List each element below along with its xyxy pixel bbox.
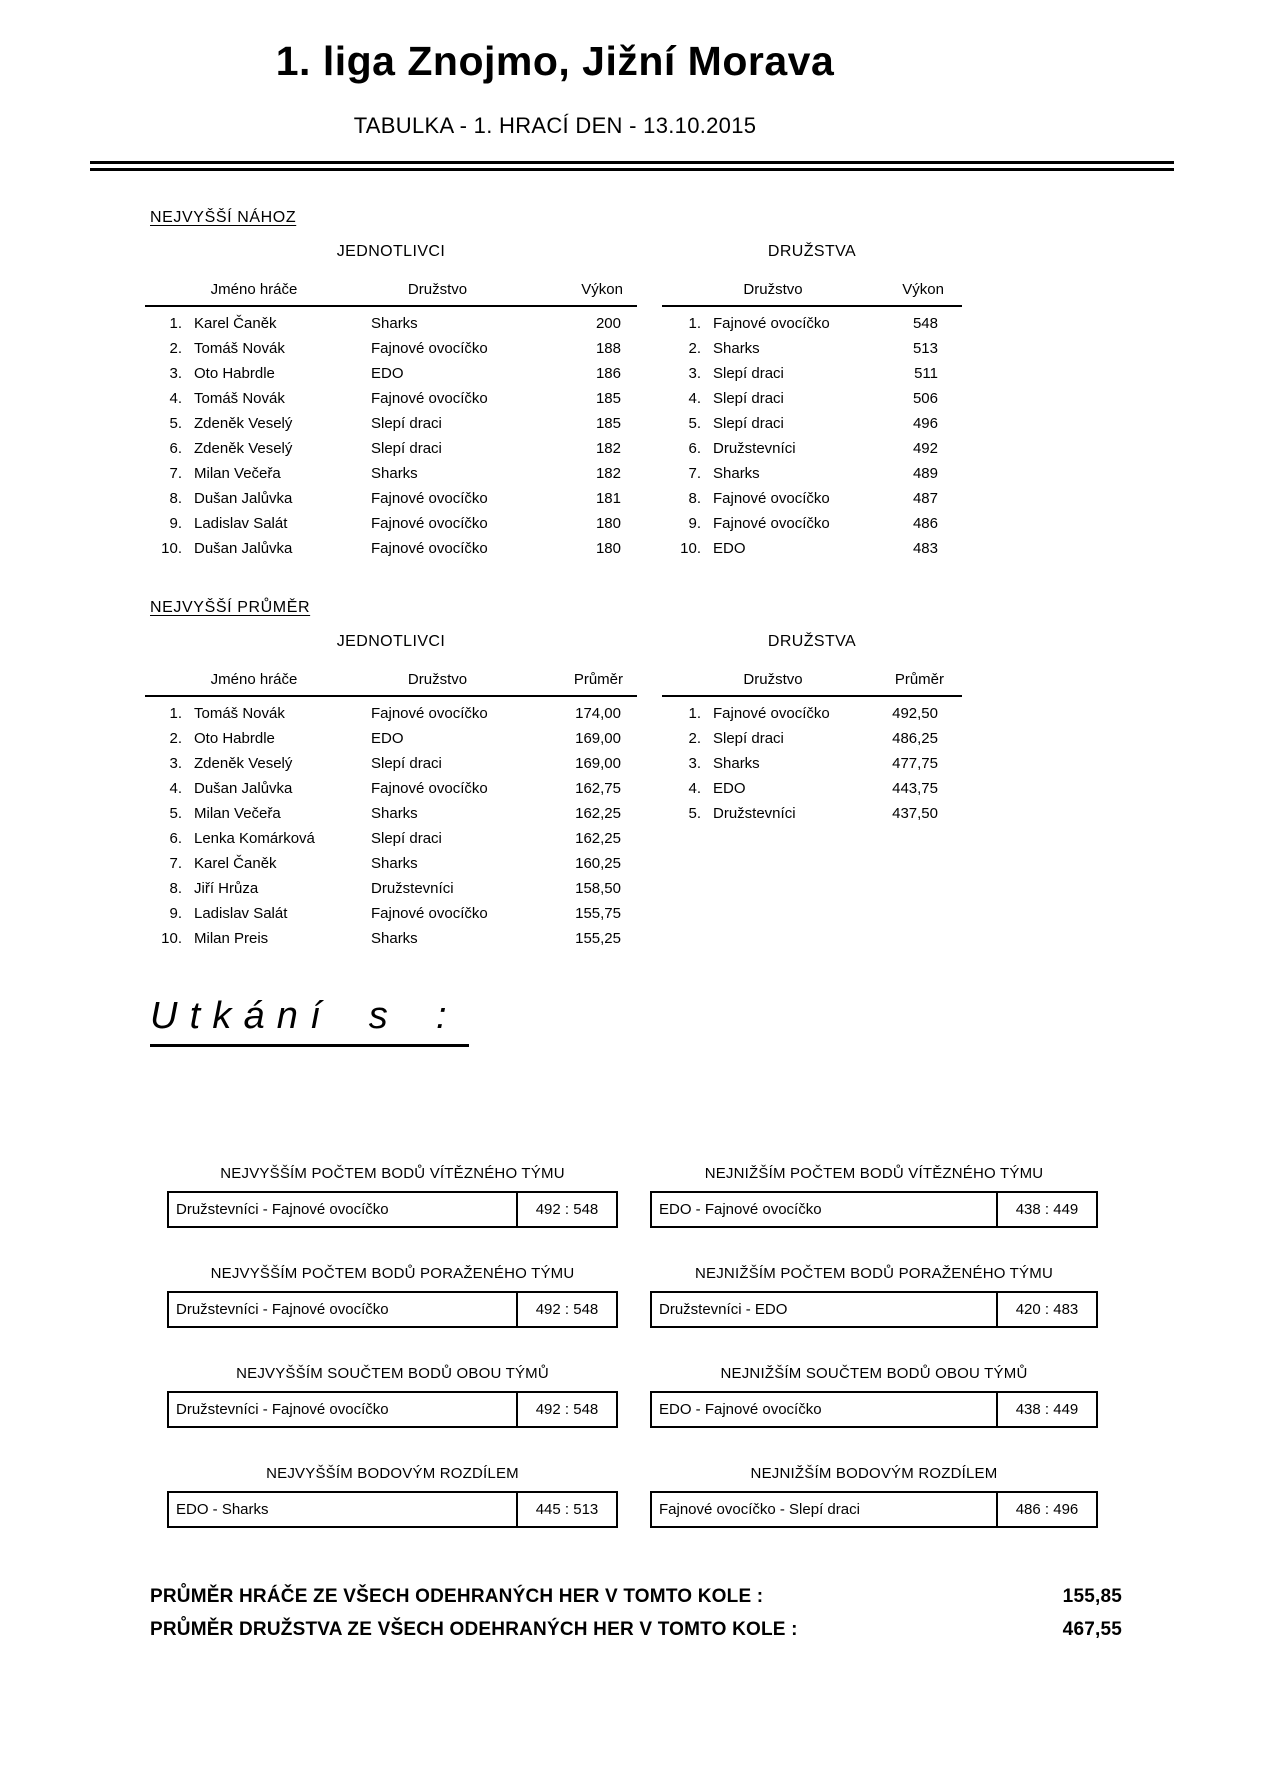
- team-name: Fajnové ovocíčko: [371, 540, 488, 557]
- row-rank: 3.: [688, 365, 701, 382]
- team-name: Sharks: [371, 855, 418, 872]
- match-teams: EDO - Fajnové ovocíčko: [659, 1201, 822, 1218]
- row-rank: 1.: [169, 705, 182, 722]
- player-name: Milan Večeřa: [194, 465, 281, 482]
- table-row: [145, 926, 637, 951]
- match-stat-title: NEJVYŠŠÍM POČTEM BODŮ VÍTĚZNÉHO TÝMU: [220, 1165, 565, 1182]
- match-stat-title: NEJNIŽŠÍM POČTEM BODŮ PORAŽENÉHO TÝMU: [695, 1265, 1053, 1282]
- player-name: Dušan Jalůvka: [194, 490, 293, 507]
- table-body: [145, 307, 637, 561]
- section-matches: [0, 995, 1264, 1528]
- row-value: 155,75: [575, 905, 621, 922]
- row-value: 437,50: [892, 805, 938, 822]
- row-value: 160,25: [575, 855, 621, 872]
- table-row: [145, 486, 637, 511]
- table-row: [662, 776, 962, 801]
- player-name: Jiří Hrůza: [194, 880, 259, 897]
- row-value: 185: [595, 415, 621, 432]
- team-name: Sharks: [371, 465, 418, 482]
- table-row: [662, 311, 962, 336]
- table-row: [145, 826, 637, 851]
- row-value: 487: [912, 490, 938, 507]
- player-name: Milan Večeřa: [194, 805, 281, 822]
- row-value: 185: [595, 390, 621, 407]
- row-value: 492: [912, 440, 938, 457]
- match-stat-group: [167, 1265, 618, 1328]
- match-stat-group: [650, 1365, 1098, 1428]
- table-body: [145, 697, 637, 951]
- page-title: 1. liga Znojmo, Jižní Morava: [275, 38, 835, 84]
- summary-footer: [150, 1580, 1122, 1646]
- match-stat-box: [650, 1191, 1098, 1228]
- column-header-player: Jméno hráče: [210, 281, 298, 298]
- row-rank: 9.: [169, 905, 182, 922]
- team-name: EDO: [371, 730, 404, 747]
- column-header-team: Družstvo: [743, 281, 803, 298]
- player-name: Tomáš Novák: [194, 390, 285, 407]
- row-value: 496: [912, 415, 938, 432]
- row-rank: 3.: [169, 365, 182, 382]
- table-row: [145, 411, 637, 436]
- summary-label: PRŮMĚR HRÁČE ZE VŠECH ODEHRANÝCH HER V TOMTO KOLE :: [150, 1586, 764, 1607]
- row-value: 158,50: [575, 880, 621, 897]
- table-row: [145, 901, 637, 926]
- row-value: 186: [595, 365, 621, 382]
- row-rank: 6.: [169, 830, 182, 847]
- row-value: 200: [595, 315, 621, 332]
- match-teams: Družstevníci - EDO: [659, 1301, 788, 1318]
- table-body: [662, 697, 962, 826]
- summary-label: PRŮMĚR DRUŽSTVA ZE VŠECH ODEHRANÝCH HER V TOMTO KOLE :: [150, 1619, 798, 1640]
- row-rank: 8.: [688, 490, 701, 507]
- match-stat-box: [167, 1491, 618, 1528]
- row-value: 162,25: [575, 830, 621, 847]
- row-value: 486,25: [892, 730, 938, 747]
- match-stat-title: NEJVYŠŠÍM BODOVÝM ROZDÍLEM: [266, 1465, 519, 1482]
- match-stat-box: [167, 1291, 618, 1328]
- team-name: Družstevníci: [371, 880, 454, 897]
- row-value: 180: [595, 515, 621, 532]
- row-rank: 8.: [169, 880, 182, 897]
- match-score: 438 : 449: [996, 1193, 1096, 1226]
- row-value: 162,75: [575, 780, 621, 797]
- match-stat-group: [167, 1465, 618, 1528]
- prumer-tables: [145, 633, 1264, 951]
- table-row: [145, 701, 637, 726]
- column-header-value: Výkon: [581, 281, 623, 298]
- match-stat-title: NEJNIŽŠÍM BODOVÝM ROZDÍLEM: [750, 1465, 998, 1482]
- section-heading-prumer: NEJVYŠŠÍ PRŮMĚR: [150, 599, 311, 616]
- player-name: Tomáš Novák: [194, 705, 285, 722]
- summary-value: 467,55: [1062, 1619, 1122, 1640]
- player-name: Dušan Jalůvka: [194, 540, 293, 557]
- prumer-teams-table: [662, 633, 962, 826]
- row-rank: 7.: [169, 855, 182, 872]
- row-rank: 1.: [169, 315, 182, 332]
- row-rank: 9.: [688, 515, 701, 532]
- row-rank: 5.: [688, 805, 701, 822]
- team-name: Sharks: [713, 340, 760, 357]
- team-name: Slepí draci: [713, 730, 784, 747]
- nahoz-teams-table: [662, 243, 962, 561]
- document-header: [0, 38, 1110, 139]
- table-row: [662, 411, 962, 436]
- table-header: [145, 281, 637, 307]
- row-rank: 3.: [688, 755, 701, 772]
- match-stat-title: NEJVYŠŠÍM POČTEM BODŮ PORAŽENÉHO TÝMU: [210, 1265, 575, 1282]
- row-rank: 2.: [688, 340, 701, 357]
- section-highest-score: [0, 209, 1264, 561]
- table-title-individuals: JEDNOTLIVCI: [336, 243, 446, 260]
- row-value: 513: [912, 340, 938, 357]
- table-row: [145, 536, 637, 561]
- match-teams: Družstevníci - Fajnové ovocíčko: [176, 1301, 389, 1318]
- row-value: 155,25: [575, 930, 621, 947]
- table-row: [662, 461, 962, 486]
- table-row: [145, 751, 637, 776]
- row-rank: 7.: [169, 465, 182, 482]
- team-name: Fajnové ovocíčko: [713, 490, 830, 507]
- team-name: EDO: [713, 540, 746, 557]
- row-value: 506: [912, 390, 938, 407]
- team-name: Sharks: [713, 755, 760, 772]
- column-header-value: Výkon: [902, 281, 944, 298]
- match-score: 492 : 548: [516, 1393, 616, 1426]
- row-rank: 2.: [688, 730, 701, 747]
- match-score: 445 : 513: [516, 1493, 616, 1526]
- table-row: [662, 726, 962, 751]
- table-row: [662, 486, 962, 511]
- summary-value: 155,85: [1062, 1586, 1122, 1607]
- table-row: [145, 461, 637, 486]
- team-name: EDO: [713, 780, 746, 797]
- player-name: Karel Čaněk: [194, 315, 277, 332]
- player-name: Tomáš Novák: [194, 340, 285, 357]
- team-name: Slepí draci: [371, 415, 442, 432]
- team-name: Slepí draci: [371, 830, 442, 847]
- summary-line: [150, 1613, 1122, 1646]
- row-value: 477,75: [892, 755, 938, 772]
- table-row: [145, 361, 637, 386]
- row-rank: 10.: [161, 930, 182, 947]
- match-score: 486 : 496: [996, 1493, 1096, 1526]
- team-name: Fajnové ovocíčko: [371, 705, 488, 722]
- match-score: 492 : 548: [516, 1293, 616, 1326]
- row-value: 483: [912, 540, 938, 557]
- table-header: [145, 671, 637, 697]
- column-header-value: Průměr: [573, 671, 623, 688]
- table-header: [662, 281, 962, 307]
- matches-heading: Utkání s :: [150, 995, 469, 1047]
- row-rank: 9.: [169, 515, 182, 532]
- table-row: [662, 336, 962, 361]
- row-rank: 3.: [169, 755, 182, 772]
- table-row: [662, 361, 962, 386]
- table-title-individuals: JEDNOTLIVCI: [336, 633, 446, 650]
- team-name: Sharks: [371, 805, 418, 822]
- match-stat-title: NEJVYŠŠÍM SOUČTEM BODŮ OBOU TÝMŮ: [236, 1365, 549, 1382]
- match-stat-title: NEJNIŽŠÍM POČTEM BODŮ VÍTĚZNÉHO TÝMU: [704, 1165, 1044, 1182]
- column-header-value: Průměr: [894, 671, 944, 688]
- match-teams: EDO - Fajnové ovocíčko: [659, 1401, 822, 1418]
- row-value: 489: [912, 465, 938, 482]
- section-highest-average: [0, 599, 1264, 951]
- team-name: Fajnové ovocíčko: [371, 780, 488, 797]
- match-stat-group: [167, 1365, 618, 1428]
- player-name: Karel Čaněk: [194, 855, 277, 872]
- player-name: Zdeněk Veselý: [194, 415, 293, 432]
- player-name: Lenka Komárková: [194, 830, 315, 847]
- table-title-teams: DRUŽSTVA: [767, 243, 857, 260]
- double-rule-divider: [90, 161, 1174, 171]
- match-teams: Družstevníci - Fajnové ovocíčko: [176, 1201, 389, 1218]
- match-teams: EDO - Sharks: [176, 1501, 269, 1518]
- team-name: Družstevníci: [713, 440, 796, 457]
- table-row: [145, 436, 637, 461]
- team-name: Slepí draci: [713, 365, 784, 382]
- match-stat-group: [167, 1165, 618, 1228]
- row-value: 188: [595, 340, 621, 357]
- row-rank: 7.: [688, 465, 701, 482]
- team-name: Slepí draci: [713, 415, 784, 432]
- row-value: 492,50: [892, 705, 938, 722]
- nahoz-tables: [145, 243, 1264, 561]
- team-name: EDO: [371, 365, 404, 382]
- row-value: 174,00: [575, 705, 621, 722]
- table-row: [662, 751, 962, 776]
- table-row: [662, 436, 962, 461]
- row-rank: 4.: [169, 390, 182, 407]
- match-stat-box: [167, 1391, 618, 1428]
- match-stat-box: [167, 1191, 618, 1228]
- team-name: Sharks: [713, 465, 760, 482]
- row-rank: 1.: [688, 315, 701, 332]
- prumer-individuals-table: [145, 633, 637, 951]
- row-rank: 5.: [169, 415, 182, 432]
- team-name: Fajnové ovocíčko: [713, 315, 830, 332]
- row-value: 182: [595, 465, 621, 482]
- team-name: Slepí draci: [713, 390, 784, 407]
- team-name: Fajnové ovocíčko: [371, 515, 488, 532]
- player-name: Oto Habrdle: [194, 730, 275, 747]
- row-rank: 4.: [688, 390, 701, 407]
- row-rank: 6.: [169, 440, 182, 457]
- team-name: Fajnové ovocíčko: [713, 705, 830, 722]
- row-rank: 4.: [169, 780, 182, 797]
- column-header-player: Jméno hráče: [210, 671, 298, 688]
- row-rank: 5.: [688, 415, 701, 432]
- table-row: [145, 776, 637, 801]
- player-name: Oto Habrdle: [194, 365, 275, 382]
- row-rank: 2.: [169, 340, 182, 357]
- team-name: Fajnové ovocíčko: [371, 490, 488, 507]
- row-value: 169,00: [575, 755, 621, 772]
- table-row: [145, 876, 637, 901]
- table-row: [662, 536, 962, 561]
- team-name: Fajnové ovocíčko: [371, 390, 488, 407]
- table-row: [145, 851, 637, 876]
- table-row: [662, 386, 962, 411]
- row-value: 180: [595, 540, 621, 557]
- table-row: [145, 336, 637, 361]
- team-name: Fajnové ovocíčko: [371, 340, 488, 357]
- row-rank: 2.: [169, 730, 182, 747]
- section-heading-nahoz: NEJVYŠŠÍ NÁHOZ: [150, 209, 297, 226]
- match-score: 420 : 483: [996, 1293, 1096, 1326]
- table-body: [662, 307, 962, 561]
- column-header-team: Družstvo: [407, 281, 468, 298]
- team-name: Slepí draci: [371, 755, 442, 772]
- team-name: Sharks: [371, 315, 418, 332]
- match-teams: Družstevníci - Fajnové ovocíčko: [176, 1401, 389, 1418]
- match-stat-group: [650, 1165, 1098, 1228]
- match-stats-grid: [167, 1165, 1098, 1528]
- row-value: 182: [595, 440, 621, 457]
- row-rank: 6.: [688, 440, 701, 457]
- row-value: 486: [912, 515, 938, 532]
- nahoz-individuals-table: [145, 243, 637, 561]
- row-rank: 5.: [169, 805, 182, 822]
- team-name: Fajnové ovocíčko: [371, 905, 488, 922]
- player-name: Ladislav Salát: [194, 905, 288, 922]
- column-header-team: Družstvo: [743, 671, 803, 688]
- table-row: [145, 726, 637, 751]
- team-name: Sharks: [371, 930, 418, 947]
- table-row: [145, 801, 637, 826]
- table-row: [145, 311, 637, 336]
- match-score: 438 : 449: [996, 1393, 1096, 1426]
- player-name: Ladislav Salát: [194, 515, 288, 532]
- team-name: Družstevníci: [713, 805, 796, 822]
- player-name: Zdeněk Veselý: [194, 440, 293, 457]
- table-row: [662, 801, 962, 826]
- match-stat-box: [650, 1391, 1098, 1428]
- match-stat-group: [650, 1265, 1098, 1328]
- row-value: 169,00: [575, 730, 621, 747]
- match-teams: Fajnové ovocíčko - Slepí draci: [659, 1501, 860, 1518]
- row-value: 162,25: [575, 805, 621, 822]
- player-name: Dušan Jalůvka: [194, 780, 293, 797]
- row-rank: 1.: [688, 705, 701, 722]
- summary-line: [150, 1580, 1122, 1613]
- row-value: 443,75: [892, 780, 938, 797]
- match-stat-group: [650, 1465, 1098, 1528]
- row-rank: 10.: [680, 540, 701, 557]
- row-value: 511: [914, 365, 938, 382]
- table-row: [145, 386, 637, 411]
- team-name: Fajnové ovocíčko: [713, 515, 830, 532]
- row-rank: 8.: [169, 490, 182, 507]
- row-value: 548: [912, 315, 938, 332]
- player-name: Milan Preis: [194, 930, 269, 947]
- match-stat-box: [650, 1491, 1098, 1528]
- team-name: Slepí draci: [371, 440, 442, 457]
- table-header: [662, 671, 962, 697]
- match-stat-title: NEJNIŽŠÍM SOUČTEM BODŮ OBOU TÝMŮ: [720, 1365, 1028, 1382]
- table-title-teams: DRUŽSTVA: [767, 633, 857, 650]
- page-subtitle: TABULKA - 1. HRACÍ DEN - 13.10.2015: [353, 113, 757, 138]
- row-rank: 4.: [688, 780, 701, 797]
- matches-heading-wrap: [150, 995, 1264, 1047]
- table-row: [662, 511, 962, 536]
- row-rank: 10.: [161, 540, 182, 557]
- row-value: 181: [595, 490, 621, 507]
- player-name: Zdeněk Veselý: [194, 755, 293, 772]
- match-stat-box: [650, 1291, 1098, 1328]
- table-row: [145, 511, 637, 536]
- column-header-team: Družstvo: [407, 671, 468, 688]
- match-score: 492 : 548: [516, 1193, 616, 1226]
- table-row: [662, 701, 962, 726]
